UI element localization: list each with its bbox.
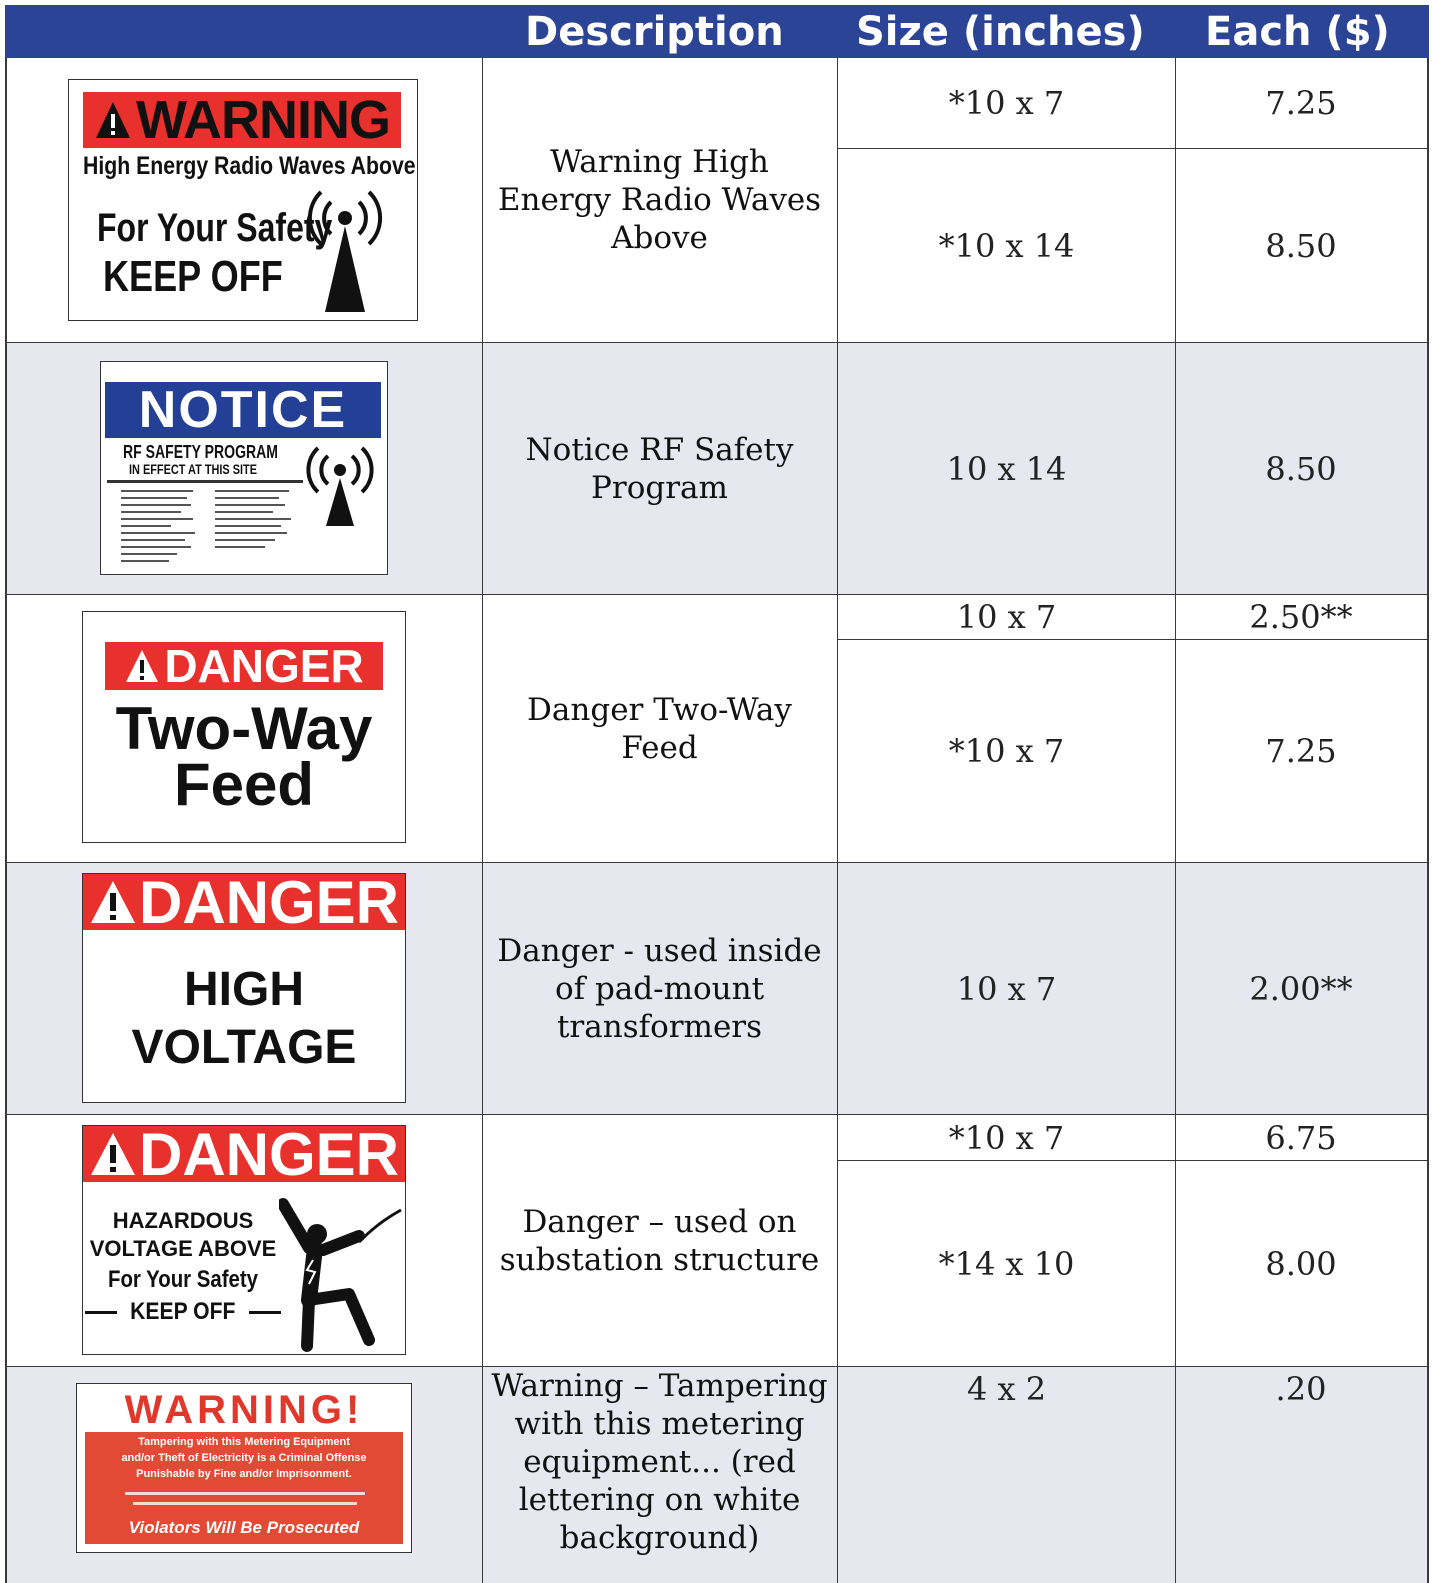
price-cell xyxy=(1175,863,1427,1114)
description-cell: Notice RF Safety Program xyxy=(482,343,838,594)
price-cell xyxy=(1175,58,1427,342)
size-cell xyxy=(838,343,1176,594)
price-cell xyxy=(1175,1367,1427,1583)
sign-line: IN EFFECT AT THIS SITE xyxy=(129,461,258,477)
sign-line: VOLTAGE ABOVE xyxy=(89,1236,277,1261)
fine-print-lines xyxy=(107,480,307,568)
size-option: *10 x 7 xyxy=(838,1115,1175,1161)
price-cell xyxy=(1175,343,1427,594)
sign-line: Violators Will Be Prosecuted xyxy=(128,1518,360,1537)
size-cell xyxy=(838,595,1176,862)
table-row xyxy=(5,1115,1429,1367)
sign-image-cell xyxy=(7,1115,483,1366)
price-option: 7.25 xyxy=(1265,732,1337,770)
sign-image-cell xyxy=(7,58,483,342)
sign-heading: DANGER xyxy=(138,1125,399,1188)
size-option: 10 x 7 xyxy=(838,595,1175,640)
sign-line: Tampering with this Metering Equipment xyxy=(138,1436,350,1448)
warning-triangle-icon xyxy=(124,648,160,684)
electrocution-figure-icon xyxy=(279,1190,405,1352)
sign-heading: DANGER xyxy=(138,873,399,936)
sign-line: Feed xyxy=(173,751,315,818)
warning-triangle-icon xyxy=(89,1131,137,1177)
warning-triangle-icon xyxy=(89,879,137,925)
warning-tampering-sign xyxy=(76,1383,412,1553)
size-option: 10 x 14 xyxy=(946,449,1067,488)
size-option: *14 x 10 xyxy=(938,1244,1075,1283)
danger-hazardous-voltage-sign xyxy=(82,1125,406,1355)
sign-line: KEEP OFF xyxy=(103,252,283,301)
sign-image-cell xyxy=(7,863,483,1114)
price-cell xyxy=(1175,1115,1427,1366)
table-header xyxy=(5,5,1429,58)
price-option: 6.75 xyxy=(1175,1115,1427,1161)
table-row xyxy=(5,863,1429,1115)
sign-line: Punishable by Fine and/or Imprisonment. xyxy=(136,1468,352,1480)
description-cell: Danger - used inside of pad-mount transformers xyxy=(482,863,838,1114)
size-option: 4 x 2 xyxy=(966,1370,1047,1408)
sign-line: KEEP OFF xyxy=(130,1298,236,1325)
header-size: Size (inches) xyxy=(856,9,1145,55)
size-option: 10 x 7 xyxy=(956,969,1057,1008)
size-cell xyxy=(838,1367,1176,1583)
price-option: .20 xyxy=(1275,1370,1327,1408)
price-option: 8.50 xyxy=(1265,226,1337,265)
sign-line: VOLTAGE xyxy=(131,1021,357,1074)
table-row xyxy=(5,1367,1429,1583)
header-description: Description xyxy=(525,9,784,55)
fine-print-lines xyxy=(125,1490,365,1512)
description-cell: Warning High Energy Radio Waves Above xyxy=(482,58,838,342)
warning-radio-sign xyxy=(68,79,418,321)
table-row xyxy=(5,595,1429,863)
size-option: *10 x 7 xyxy=(948,732,1065,770)
sign-line: HAZARDOUS xyxy=(112,1208,254,1233)
table-row xyxy=(5,343,1429,595)
sign-heading: WARNING xyxy=(136,90,390,150)
price-option: 8.00 xyxy=(1265,1244,1337,1283)
price-option: 7.25 xyxy=(1175,58,1427,149)
danger-high-voltage-sign xyxy=(82,873,406,1103)
radio-tower-icon xyxy=(305,188,391,314)
size-cell xyxy=(838,1115,1176,1366)
sign-line: For Your Safety xyxy=(107,1266,258,1293)
sign-image-cell xyxy=(7,1367,483,1583)
description-cell: Danger Two-Way Feed xyxy=(482,595,838,862)
sign-heading: NOTICE xyxy=(138,381,348,439)
sign-line: HIGH xyxy=(184,963,304,1016)
sign-line: Two-Way xyxy=(115,695,373,762)
danger-two-way-sign xyxy=(82,611,406,843)
sign-line: For Your Safety xyxy=(97,206,333,250)
description-cell: Warning – Tampering with this metering equipment... (red lettering on white background) xyxy=(482,1367,838,1583)
price-cell xyxy=(1175,595,1427,862)
sign-line: RF SAFETY PROGRAM xyxy=(123,442,278,462)
price-option: 2.50** xyxy=(1175,595,1427,640)
radio-tower-icon xyxy=(298,444,382,528)
price-option: 2.00** xyxy=(1249,969,1353,1008)
table-row xyxy=(5,58,1429,343)
price-option: 8.50 xyxy=(1265,449,1337,488)
sign-heading: DANGER xyxy=(164,640,364,692)
notice-rf-sign xyxy=(100,361,388,575)
sign-image-cell xyxy=(7,595,483,862)
warning-triangle-icon xyxy=(94,100,132,140)
sign-heading: WARNING! xyxy=(124,1388,364,1432)
size-cell xyxy=(838,863,1176,1114)
sign-line: and/or Theft of Electricity is a Criminal Offense xyxy=(121,1452,367,1464)
description-cell: Danger – used on substation structure xyxy=(482,1115,838,1366)
size-option: *10 x 14 xyxy=(938,226,1075,265)
sign-line: High Energy Radio Waves Above xyxy=(83,152,416,180)
sign-image-cell xyxy=(7,343,483,594)
size-cell xyxy=(838,58,1176,342)
header-each: Each ($) xyxy=(1205,9,1390,55)
size-option: *10 x 7 xyxy=(838,58,1175,149)
